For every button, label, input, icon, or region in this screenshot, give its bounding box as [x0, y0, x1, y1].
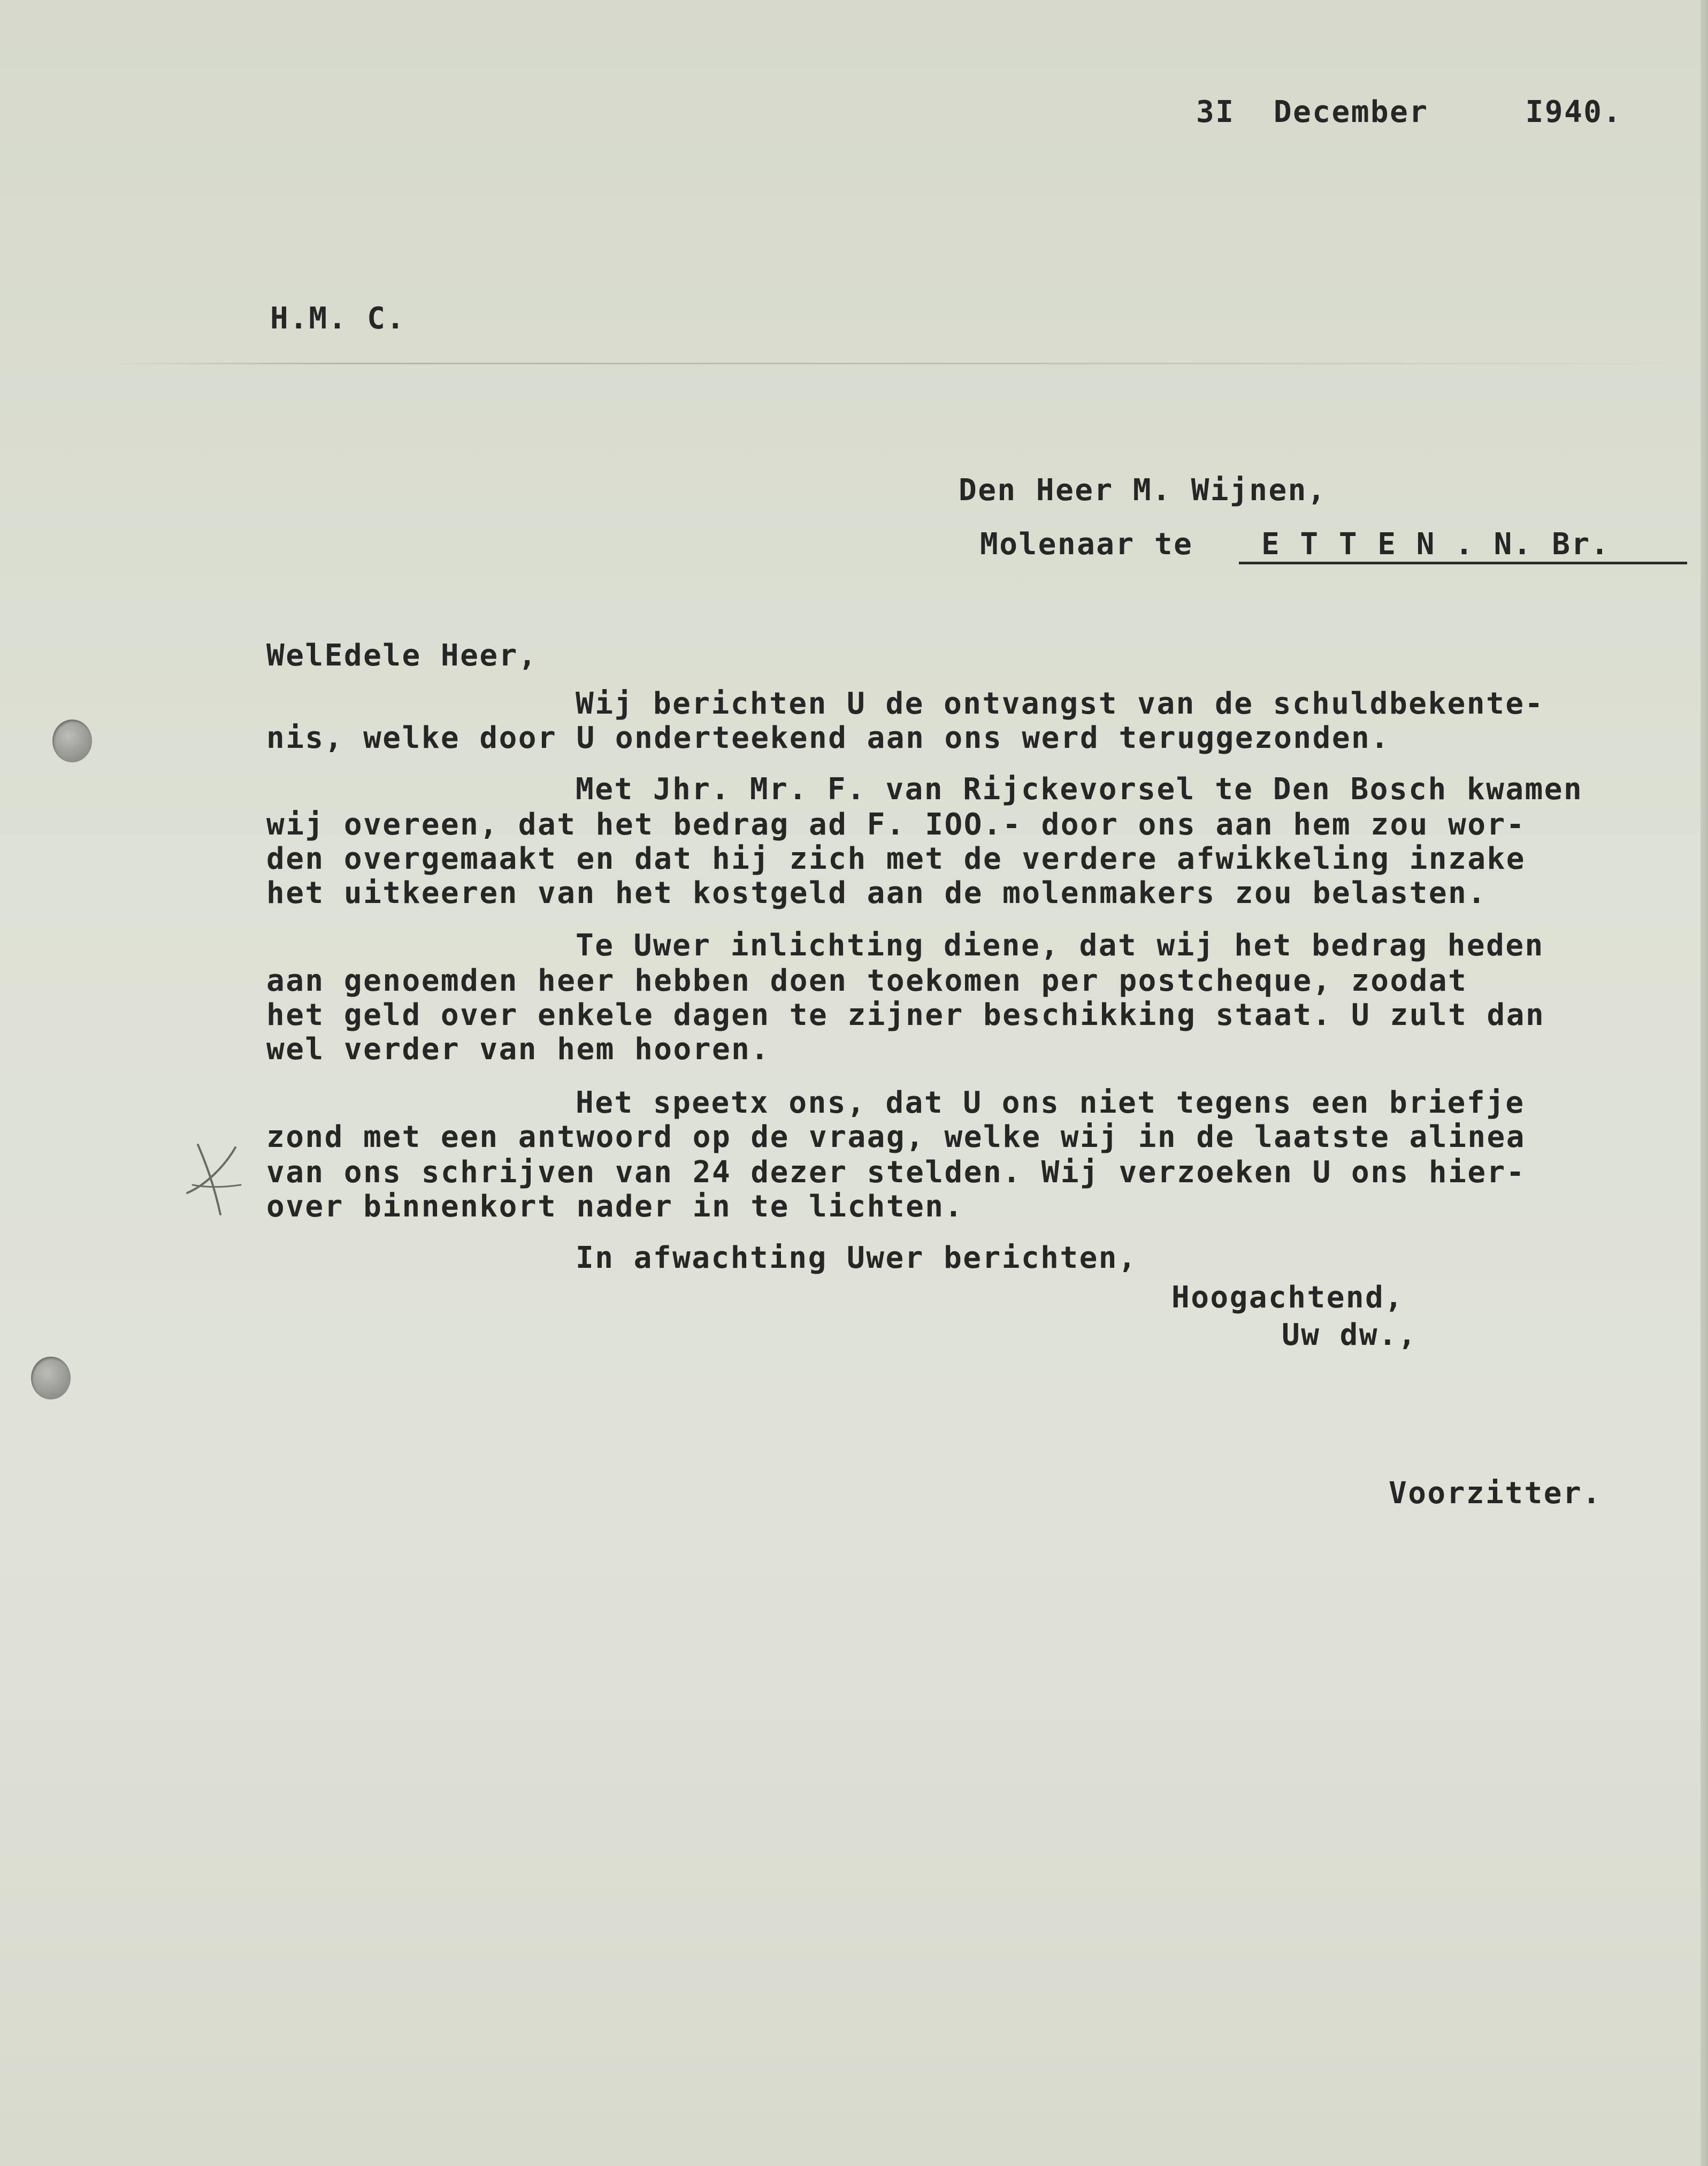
body-line-9: het geld over enkele dagen te zijner beschikking staat. U zult dan: [266, 998, 1545, 1032]
body-line-5: den overgemaakt en dat hij zich met de verdere afwikkeling inzake: [266, 841, 1526, 876]
paper-edge: [1701, 0, 1708, 2166]
body-line-12: zond met een antwoord op de vraag, welke wij in de laatste alinea: [266, 1120, 1526, 1154]
recipient-occupation: Molenaar te: [980, 527, 1213, 562]
recipient-place: E T T E N . N. Br.: [1261, 527, 1610, 562]
punch-hole-bottom: [31, 1357, 71, 1399]
body-line-2: nis, welke door U onderteekend aan ons werd teruggezonden.: [266, 721, 1390, 755]
body-line-4: wij overeen, dat het bedrag ad F. IOO.- door ons aan hem zou wor-: [266, 807, 1526, 842]
body-line-14: over binnenkort nader in te lichten.: [266, 1189, 964, 1224]
recipient-place-underline: [1239, 562, 1687, 564]
body-line-8: aan genoemden heer hebben doen toekomen per postcheque, zoodat: [266, 963, 1468, 998]
complimentary-close: Hoogachtend,: [1171, 1280, 1404, 1315]
body-line-13: van ons schrijven van 24 dezer stelden. Wij verzoeken U ons hier-: [266, 1155, 1526, 1190]
body-line-7: Te Uwer inlichting diene, dat wij het bedrag heden: [576, 928, 1544, 963]
closing-line: In afwachting Uwer berichten,: [576, 1241, 1138, 1275]
handwritten-check-mark: [182, 1134, 246, 1220]
body-line-11: Het speetx ons, dat U ons niet tegens een briefje: [576, 1085, 1525, 1120]
salutation: WelEdele Heer,: [266, 638, 538, 673]
body-line-1: Wij berichten U de ontvangst van de schuldbekente-: [576, 686, 1544, 721]
body-line-3: Met Jhr. Mr. F. van Rijckevorsel te Den Bosch kwamen: [576, 772, 1583, 807]
punch-hole-top: [52, 720, 92, 762]
letter-date: 3I December I940.: [1196, 95, 1622, 129]
signatory-title: Voorzitter.: [1389, 1476, 1602, 1511]
body-line-10: wel verder van hem hooren.: [266, 1032, 770, 1067]
sign-off: Uw dw.,: [1282, 1318, 1418, 1352]
body-line-6: het uitkeeren van het kostgeld aan de molenmakers zou belasten.: [266, 876, 1487, 910]
fold-line: [107, 363, 1696, 364]
reference-code: H.M. C.: [270, 301, 406, 336]
recipient-name: Den Heer M. Wijnen,: [959, 473, 1327, 508]
